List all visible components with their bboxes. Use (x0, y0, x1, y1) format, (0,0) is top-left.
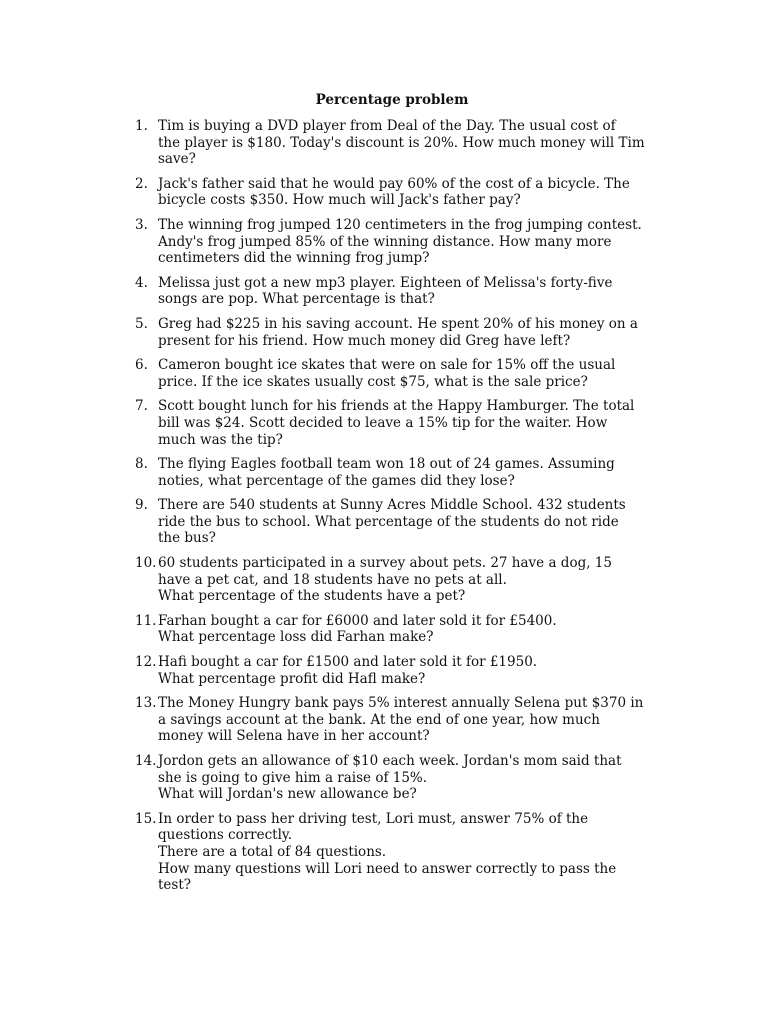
problem-text-line: test? (158, 877, 192, 894)
problem-number: 2. (135, 175, 148, 192)
problem-text-line: she is going to give him a raise of 15%. (158, 769, 428, 786)
problem-text-line: Tim is buying a DVD player from Deal of the Day. The usual cost of (158, 118, 616, 134)
problem-text-line: money will Selena have in her account? (158, 728, 430, 745)
problem-number: 3. (135, 216, 148, 233)
problem-text (158, 316, 665, 349)
problem-text (158, 613, 665, 646)
problem-text-line: Cameron bought ice skates that were on sale for 15% off the usual (158, 357, 616, 374)
problem-number: 1. (135, 118, 148, 134)
problem-list (135, 118, 665, 902)
problem-text-line: What will Jordan's new allowance be? (158, 786, 417, 803)
problem-number: 10. (135, 555, 157, 572)
problem-text-line: songs are pop. What percentage is that? (158, 291, 435, 308)
problem-item (135, 118, 665, 168)
problem-text-line: Farhan bought a car for £6000 and later sold it for £5400. (158, 612, 557, 629)
problem-text-line: What percentage of the students have a pet? (158, 588, 466, 605)
problem-text-line: the player is $180. Today's discount is 20%. How much money will Tim (158, 134, 645, 151)
problem-text (158, 398, 665, 448)
problem-number: 14. (135, 753, 157, 769)
problem-text-line: Greg had $225 in his saving account. He spent 20% of his money on a (158, 315, 638, 332)
problem-text-line: bicycle costs $350. How much will Jack's father pay? (158, 192, 521, 209)
problem-text-line: Jordon gets an allowance of $10 each week. Jordan's mom said that (158, 753, 622, 769)
problem-item (135, 497, 665, 547)
problem-text-line: Jack's father said that he would pay 60% of the cost of a bicycle. The (158, 175, 630, 192)
problem-text (158, 176, 665, 209)
problem-text-line: What percentage loss did Farhan make? (158, 629, 434, 646)
problem-item (135, 695, 665, 745)
problem-text-line: Melissa just got a new mp3 player. Eighteen of Melissa's forty-five (158, 274, 613, 291)
problem-number: 9. (135, 497, 148, 514)
problem-text-line: save? (158, 151, 196, 168)
page-title: Percentage problem (315, 92, 469, 108)
problem-number: 4. (135, 274, 148, 291)
problem-text-line: present for his friend. How much money did Greg have left? (158, 332, 571, 349)
problem-text (158, 654, 665, 687)
problem-text (158, 456, 665, 489)
problem-item (135, 275, 665, 308)
problem-text (158, 555, 665, 605)
problem-item (135, 456, 665, 489)
problem-text-line: 60 students participated in a survey about pets. 27 have a dog, 15 (158, 555, 612, 572)
problem-text (158, 811, 665, 894)
problem-text-line: bill was $24. Scott decided to leave a 15% tip for the waiter. How (158, 414, 608, 431)
problem-item (135, 555, 665, 605)
problem-number: 12. (135, 654, 157, 671)
problem-text-line: centimeters did the winning frog jump? (158, 250, 430, 267)
problem-text-line: There are a total of 84 questions. (158, 843, 387, 860)
problem-text-line: the bus? (158, 530, 216, 547)
problem-number: 13. (135, 695, 157, 712)
problem-text-line: much was the tip? (158, 431, 283, 448)
problem-text-line: have a pet cat, and 18 students have no pets at all. (158, 571, 507, 588)
problem-item (135, 654, 665, 687)
problem-text-line: The flying Eagles football team won 18 out of 24 games. Assuming (158, 456, 615, 473)
problem-item (135, 811, 665, 894)
problem-text (158, 357, 665, 390)
problem-text-line: How many questions will Lori need to answer correctly to pass the (158, 860, 617, 877)
problem-number: 8. (135, 456, 148, 473)
problem-text-line: noties, what percentage of the games did they lose? (158, 472, 515, 489)
problem-text-line: The winning frog jumped 120 centimeters in the frog jumping contest. (158, 216, 642, 233)
problem-number: 15. (135, 810, 157, 827)
problem-text-line: What percentage profit did Hafl make? (158, 670, 426, 687)
problem-item (135, 217, 665, 267)
problem-text-line: Scott bought lunch for his friends at the Happy Hamburger. The total (158, 398, 635, 415)
problem-number: 11. (135, 612, 157, 629)
problem-text-line: questions correctly. (158, 827, 293, 844)
problem-text-line: In order to pass her driving test, Lori must, answer 75% of the (158, 810, 589, 827)
problem-item (135, 613, 665, 646)
problem-number: 5. (135, 315, 148, 332)
problem-item (135, 357, 665, 390)
problem-text (158, 753, 665, 803)
problem-item (135, 753, 665, 803)
problem-text (158, 497, 665, 547)
problem-item (135, 316, 665, 349)
problem-item (135, 176, 665, 209)
problem-text-line: ride the bus to school. What percentage of the students do not ride (158, 513, 619, 530)
problem-number: 6. (135, 357, 148, 374)
problem-text-line: price. If the ice skates usually cost $75, what is the sale price? (158, 373, 588, 390)
problem-text (158, 118, 665, 168)
problem-text-line: Hafi bought a car for £1500 and later sold it for £1950. (158, 654, 538, 671)
problem-text (158, 275, 665, 308)
problem-text-line: There are 540 students at Sunny Acres Middle School. 432 students (158, 497, 626, 514)
problem-number: 7. (135, 398, 148, 415)
problem-text-line: The Money Hungry bank pays 5% interest annually Selena put $370 in (158, 695, 644, 712)
problem-item (135, 398, 665, 448)
problem-text-line: a savings account at the bank. At the end of one year, how much (158, 711, 600, 728)
problem-text-line: Andy's frog jumped 85% of the winning distance. How many more (158, 233, 612, 250)
problem-text (158, 217, 665, 267)
problem-text (158, 695, 665, 745)
